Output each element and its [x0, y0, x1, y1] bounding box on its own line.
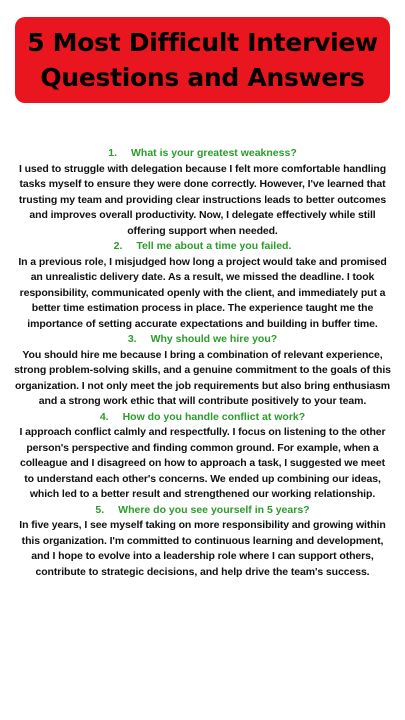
answer-text: In five years, I see myself taking on more responsibility and growing within this organization. I'm committed to continuous learning and development, and I hope to evolve into a leadership role where I can support others, contribute to strategic decisions, and help drive the team's success. [19, 519, 386, 578]
qa-item-2 [14, 239, 391, 332]
question-number: 4. [99, 410, 109, 423]
title-line-2: Questions and Answers [40, 63, 365, 92]
question-heading [14, 503, 391, 519]
question-heading [14, 410, 391, 426]
title-line-1: 5 Most Difficult Interview [27, 28, 378, 57]
qa-item-4 [14, 410, 391, 503]
question-heading [14, 332, 391, 348]
qa-list [14, 146, 391, 580]
qa-item-1 [14, 146, 391, 239]
question-text: How do you handle conflict at work? [122, 410, 306, 423]
question-text: Why should we hire you? [150, 333, 278, 345]
question-heading [14, 146, 391, 162]
question-number: 5. [95, 503, 105, 516]
qa-item-5 [14, 503, 391, 581]
question-number: 1. [108, 147, 118, 159]
qa-item-3 [14, 332, 391, 410]
question-text: Where do you see yourself in 5 years? [118, 503, 310, 516]
answer-text: In a previous role, I misjudged how long a project would take and promised an unrealistic delivery date. As a result, we missed the deadline. I took responsibility, communicated openly with the client, and immediately put a better time estimation process in place. The experience taught me the importance of setting accurate expectations and building in buffer time. [18, 255, 387, 330]
question-text: Tell me about a time you failed. [136, 240, 292, 252]
answer-text: I used to struggle with delegation because I felt more comfortable handling tasks myself to ensure they were done correctly. However, I've learned that trusting my team and providing clear instructions leads to better outcomes and improves overall productivity. Now, I delegate effectively while still offering support when needed. [18, 162, 387, 237]
question-heading [14, 239, 391, 255]
question-number: 2. [113, 240, 123, 252]
title-banner [15, 17, 390, 103]
answer-text: I approach conflict calmly and respectfully. I focus on listening to the other person's perspective and finding common ground. For example, when a colleague and I disagreed on how to approach a task, I suggested we meet to understand each other's concerns. We ended up combining our ideas, which led to a better result and strengthened our working relationship. [19, 426, 386, 500]
question-number: 3. [127, 333, 137, 345]
answer-text: You should hire me because I bring a combination of relevant experience, strong problem-solving skills, and a genuine commitment to the goals of this organization. I not only meet the job requirements but also bring enthusiasm and a strong work ethic that will contribute positively to your team. [14, 348, 391, 407]
question-text: What is your greatest weakness? [131, 147, 297, 159]
